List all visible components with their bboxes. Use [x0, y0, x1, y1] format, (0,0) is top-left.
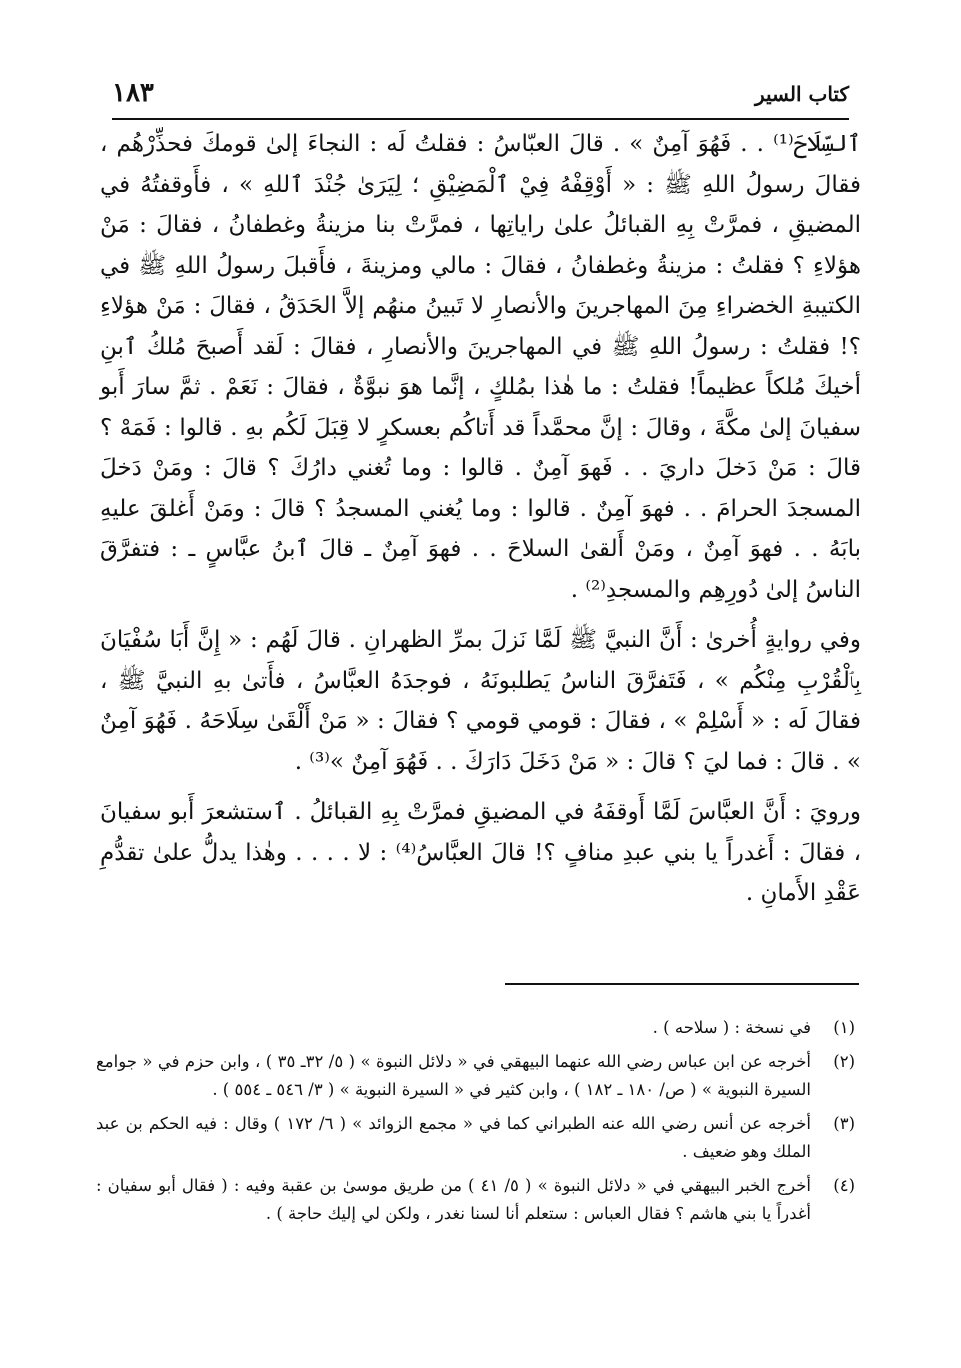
main-text: [100, 124, 861, 924]
page-number: ١٨٣: [112, 78, 154, 108]
footnote-number: (٣): [833, 1114, 855, 1133]
footnotes: [96, 1014, 855, 1234]
footnote-text: أخرجه عن ابن عباس رضي الله عنهما البيهقي في « دلائل النبوة » ( ٥/ ٣٢ـ ٣٥ ) ، وابن حزم في « جوامع السيرة النبوية » ( ص/ ١٨٠ ـ ١٨٢ ) ، وابن كثير في « السيرة النبوية » ( ٣/ ٥٤٦ ـ ٥٥٤ ) .: [96, 1052, 811, 1099]
page-header: [112, 78, 849, 120]
footnote-text: أخرج الخبر البيهقي في « دلائل النبوة » ( ٥/ ٤١ ) من طريق موسىٰ بن عقبة وفيه : ( فقال أبو سفيان : أغدراً يا بني هاشم ؟ فقال العباس : ستعلم أنا لسنا نغدر ، ولكن لي إليك حاجة ) .: [96, 1176, 811, 1223]
footnote-text: أخرجه عن أنس رضي الله عنه الطبراني كما في « مجمع الزوائد » ( ٦/ ١٧٢ ) وقال : فيه الحكم بن عبد الملك وهو ضعيف .: [96, 1114, 812, 1161]
footnote: [96, 1014, 855, 1042]
footnote-text: في نسخة : ( سلاحه ) .: [652, 1018, 811, 1037]
footnote-separator: [505, 983, 859, 985]
paragraph: ورويَ : أَنَّ العبَّاسَ لَمَّا أَوقفَهُ في المضيقِ فمرَّتْ بِهِ القبائلُ . ٱستشعرَ أَبو سفيانَ ، فقالَ : أَغدراً يا بني عبدِ منافٍ ؟! قالَ العبَّاسُ⁽⁴⁾ : لا . . . . وهٰذا يدلُّ علىٰ تقدُّمِ عَقْدِ الأَمانِ .: [100, 799, 861, 906]
footnote-number: (٢): [833, 1052, 855, 1071]
footnote-number: (٤): [833, 1176, 855, 1195]
footnote-number: (١): [833, 1018, 855, 1037]
footnote: [96, 1110, 855, 1166]
running-title: كتاب السير: [754, 82, 849, 106]
paragraph: ٱلسِّلَاحَ⁽¹⁾ . . فَهُوَ آمِنٌ » . قالَ العبّاسُ : فقلتُ لَه : النجاءَ إلىٰ قومكَ فحذِّرْهُم ، فقالَ رسولُ اللهِ ﷺ : « أَوْقِفْهُ فِيْ ٱلْمَضِيْقِ ؛ لِيَرَىٰ جُنْدَ ٱللهِ » ، فأَوقفتُهُ في المضيقِ ، فمرَّتْ بِهِ القبائلُ علىٰ راياتِها ، فمرَّتْ بنا مزينةُ وغطفانُ ، فقالَ : مَنْ هؤلاءِ ؟ فقلتُ : مزينةُ وغطفانُ ، فقالَ : مالي ومزينةَ ، فأَقبلَ رسولُ اللهِ ﷺ في الكتيبةِ الخضراءِ مِنَ المهاجرينَ والأنصارِ لا تَبينُ منهُم إلاَّ الحَدَقُ ، فقالَ : مَنْ هؤلاءِ ؟! فقلتُ : رسولُ اللهِ ﷺ في المهاجرينَ والأنصارِ ، فقالَ : لَقد أَصبحَ مُلكُ ٱبنِ أخيكَ مُلكاً عظيماً! فقلتُ : ما هٰذا بمُلكٍ ، إنَّما هوَ نبوَّةٌ ، فقالَ : نَعَمْ . ثمَّ سارَ أَبو سفيانَ إلىٰ مكَّةَ ، وقالَ : إنَّ محمَّداً قد أَتاكُم بعسكرٍ لا قِبَلَ لَكُم بهِ . قالوا : فَمَهْ ؟ قالَ : مَنْ دَخلَ داريَ . . فَهوَ آمِنٌ . قالوا : وما تُغني دارُكَ ؟ قالَ : ومَنْ دَخلَ المسجدَ الحرامَ . . فهوَ آمِنٌ . قالوا : وما يُغني المسجدُ ؟ قالَ : ومَنْ أَغلقَ عليهِ بابَهُ . . فهوَ آمِنٌ ، ومَنْ أَلقىٰ السلاحَ . . فهوَ آمِنٌ ـ قالَ ٱبنُ عبَّاسٍ ـ : فتفرَّقَ الناسُ إلىٰ دُورِهِم والمسجدِ⁽²⁾ .: [100, 131, 861, 603]
footnote: [96, 1048, 855, 1104]
footnote: [96, 1172, 855, 1228]
paragraph: وفي روايةٍ أُخرىٰ : أَنَّ النبيَّ ﷺ لَمَّا نَزلَ بمرِّ الظهرانِ . قالَ لَهُم : « إِنَّ أَبَا سُفْيَانَ بِٱلْقُرْبِ مِنْكُم » ، فَتَفرَّقَ الناسُ يَطلبونَهُ ، فوجدَهُ العبَّاسُ ، فأَتىٰ بهِ النبيَّ ﷺ ، فقالَ لَه : « أَسْلِمْ » ، فقالَ : قومي قومي ؟ فقالَ : « مَنْ أَلْقَىٰ سِلَاحَهُ . فَهُوَ آمِنٌ » . قالَ : فما ليَ ؟ قالَ : « مَنْ دَخَلَ دَارَكَ . . فَهُوَ آمِنٌ »⁽³⁾ .: [100, 627, 861, 775]
